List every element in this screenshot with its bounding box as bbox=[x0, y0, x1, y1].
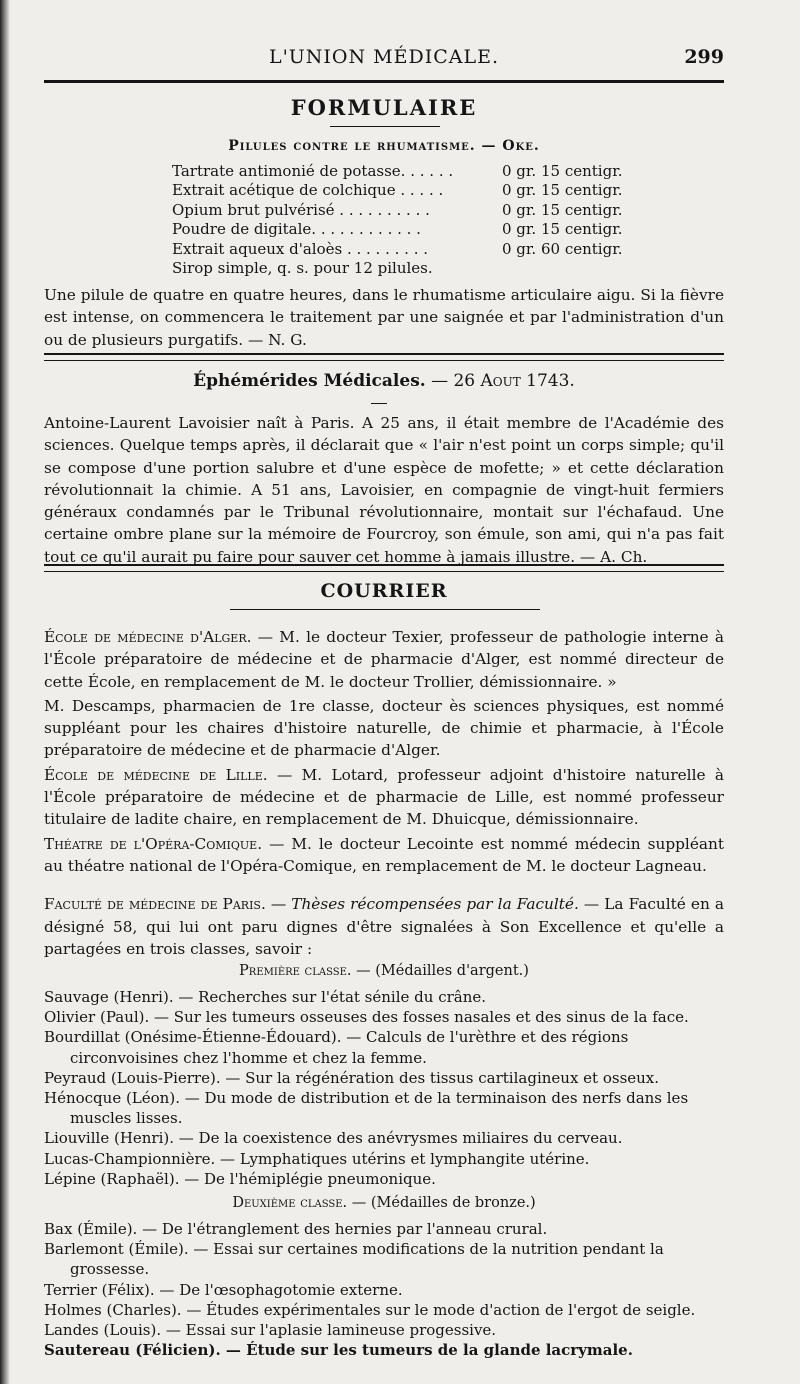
list-item: Liouville (Henri). — De la coexistence des anévrysmes miliaires du cerveau. bbox=[44, 1129, 623, 1148]
news-faculte bbox=[44, 893, 724, 960]
ephemerides-date: — 26 Aout 1743. bbox=[425, 371, 575, 391]
ingredient-name: Extrait acétique de colchique . . . . . bbox=[172, 181, 444, 200]
first-class-list bbox=[44, 987, 724, 1189]
header-rule bbox=[44, 80, 724, 83]
news-opera-label: Théatre de l'Opéra-Comique. bbox=[44, 834, 263, 853]
second-class-heading bbox=[44, 1195, 724, 1211]
formulaire-title-rule bbox=[330, 126, 440, 127]
list-item: Sautereau (Félicien). — Étude sur les tumeurs de la glande lacrymale. bbox=[44, 1341, 633, 1360]
courrier-title-rule bbox=[230, 609, 540, 610]
news-opera bbox=[44, 833, 724, 878]
ingredient-dose: 0 gr. 60 centigr. bbox=[502, 239, 623, 258]
recipe-name: Pilules contre le rhumatisme. bbox=[228, 138, 476, 154]
first-class-label: Première classe. bbox=[239, 963, 352, 979]
ephemerides-heading: Éphémérides Médicales. bbox=[193, 371, 426, 391]
list-item: Hénocque (Léon). — Du mode de distribution et de la terminaison des nerfs dans les muscles lisses. bbox=[44, 1089, 689, 1128]
ingredient-name: Tartrate antimonié de potasse. . . . . . bbox=[172, 162, 454, 180]
recipe-author: — Oke. bbox=[475, 138, 540, 154]
page-edge-shadow bbox=[0, 0, 10, 1384]
ingredient-dose: 0 gr. 15 centigr. bbox=[502, 162, 623, 180]
first-class-medal: — (Médailles d'argent.) bbox=[351, 963, 529, 979]
news-descamps: M. Descamps, pharmacien de 1re classe, docteur ès sciences physiques, est nommé suppléant pour les chaires d'histoire naturelle, de chimie et pharmacie, à l'École préparatoire de médecine et de pharmacie d'Alger. bbox=[44, 696, 724, 760]
ephemerides-body bbox=[44, 412, 724, 568]
ingredient-dose: 0 gr. 15 centigr. bbox=[502, 220, 623, 239]
ingredient-row bbox=[172, 259, 652, 278]
list-item: Terrier (Félix). — De l'œsophagotomie externe. bbox=[44, 1280, 403, 1299]
ingredient-dose: 0 gr. 15 centigr. bbox=[502, 200, 623, 219]
ingredient-row bbox=[172, 201, 652, 220]
formulaire-title: FORMULAIRE bbox=[290, 95, 478, 120]
list-item: Holmes (Charles). — Études expérimentales sur le mode d'action de l'ergot de seigle. bbox=[44, 1300, 696, 1319]
list-item: Bourdillat (Onésime-Étienne-Édouard). — Calculs de l'urèthre et des régions circonvoisines chez l'homme et chez la femme. bbox=[44, 1028, 629, 1067]
page-number: 299 bbox=[684, 46, 724, 68]
news-faculte-italic: — Thèses récompensées par la Faculté. bbox=[265, 895, 579, 914]
news-faculte-label: Faculté de médecine de Paris. bbox=[44, 895, 266, 914]
list-item: Sauvage (Henri). — Recherches sur l'état sénile du crâne. bbox=[44, 988, 487, 1006]
section-divider bbox=[44, 353, 724, 361]
running-title: L'UNION MÉDICALE. bbox=[268, 46, 500, 68]
section-divider bbox=[44, 564, 724, 572]
ephemerides-title bbox=[44, 371, 724, 391]
ingredient-row bbox=[172, 220, 652, 239]
second-class-list bbox=[44, 1219, 724, 1360]
recipe-ingredients bbox=[172, 162, 652, 278]
news-alger-label: École de médecine d'Alger. bbox=[44, 628, 252, 646]
ingredient-row bbox=[172, 181, 652, 200]
ingredient-name: Extrait aqueux d'aloès . . . . . . . . . bbox=[172, 239, 429, 258]
list-item: Lépine (Raphaël). — De l'hémiplégie pneumonique. bbox=[44, 1169, 436, 1188]
list-item: Bax (Émile). — De l'étranglement des hernies par l'anneau crural. bbox=[44, 1220, 548, 1238]
courrier-title: COURRIER bbox=[320, 580, 448, 602]
news-lille-label: École de médecine de Lille. bbox=[44, 765, 268, 784]
list-item: Lucas-Championnière. — Lymphatiques utérins et lymphangite utérine. bbox=[44, 1149, 590, 1168]
ephemerides-dash bbox=[371, 403, 387, 404]
news-faculte-text: — La Faculté en a désigné 58, qui lui ont paru dignes d'être signalées à Son Excellence et qu'elle a partagées en trois classes, savoir : bbox=[44, 895, 724, 958]
courrier-body bbox=[44, 626, 724, 960]
news-alger-text: — M. le docteur Texier, professeur de pathologie interne à l'École préparatoire de médecine et de pharmacie d'Alger, est nommé directeur de cette École, en remplacement de M. le docteur Trollier, démissionnaire. » bbox=[44, 628, 724, 691]
ingredient-name: Opium brut pulvérisé . . . . . . . . . . bbox=[172, 200, 430, 219]
second-class-label: Deuxième classe. bbox=[232, 1195, 348, 1211]
first-class-heading bbox=[44, 963, 724, 979]
news-alger bbox=[44, 626, 724, 693]
formulaire-text: Une pilule de quatre en quatre heures, dans le rhumatisme articulaire aigu. Si la fièvre est intense, on commencera le traitement par une saignée et par l'administration d'un ou de plusieurs purgatifs. — N. G. bbox=[44, 286, 724, 349]
list-item: Barlemont (Émile). — Essai sur certaines modifications de la nutrition pendant la grossesse. bbox=[44, 1240, 664, 1279]
news-lille-text: — M. Lotard, professeur adjoint d'histoire naturelle à l'École préparatoire de médecine et de pharmacie de Lille, est nommé professeur titulaire de ladite chaire, en remplacement de M. Dhuicque, démissionnaire. bbox=[44, 765, 724, 829]
formulaire-body bbox=[44, 284, 724, 351]
ingredient-name: Sirop simple, q. s. pour 12 pilules. bbox=[172, 258, 433, 277]
ingredient-row bbox=[172, 240, 652, 259]
ephemerides-text: Antoine-Laurent Lavoisier naît à Paris. A 25 ans, il était membre de l'Académie des sciences. Quelque temps après, il déclarait que « l'air n'est point un corps simple; qu'il se compose d'une portion salubre et d'une espèce de mofette; » et cette déclaration révolutionnait la chimie. A 51 ans, Lavoisier, en compagnie de vingt-huit fermiers généraux condamnés par le Tribunal révolutionnaire, montait sur l'échafaud. Une certaine ombre plane sur la mémoire de Fourcroy, son émule, son ami, qui n'a pas fait tout ce qu'il aurait pu faire pour sauver cet homme à jamais illustre. — A. Ch. bbox=[44, 414, 724, 566]
running-header bbox=[44, 46, 724, 76]
formulaire-subtitle bbox=[44, 138, 724, 154]
list-item: Peyraud (Louis-Pierre). — Sur la régénération des tissus cartilagineux et osseux. bbox=[44, 1068, 660, 1087]
news-opera-text: — M. le docteur Lecointe est nommé médecin suppléant au théatre national de l'Opéra-Comique, en remplacement de M. le docteur Lagneau. bbox=[44, 834, 725, 875]
ingredient-row bbox=[172, 162, 652, 181]
list-item: Olivier (Paul). — Sur les tumeurs osseuses des fosses nasales et des sinus de la face. bbox=[44, 1008, 689, 1027]
ingredient-name: Poudre de digitale. . . . . . . . . . . . bbox=[172, 220, 421, 239]
news-lille bbox=[44, 764, 724, 831]
second-class-medal: — (Médailles de bronze.) bbox=[347, 1195, 536, 1211]
list-item: Landes (Louis). — Essai sur l'aplasie lamineuse progessive. bbox=[44, 1321, 497, 1340]
ingredient-dose: 0 gr. 15 centigr. bbox=[502, 181, 623, 200]
